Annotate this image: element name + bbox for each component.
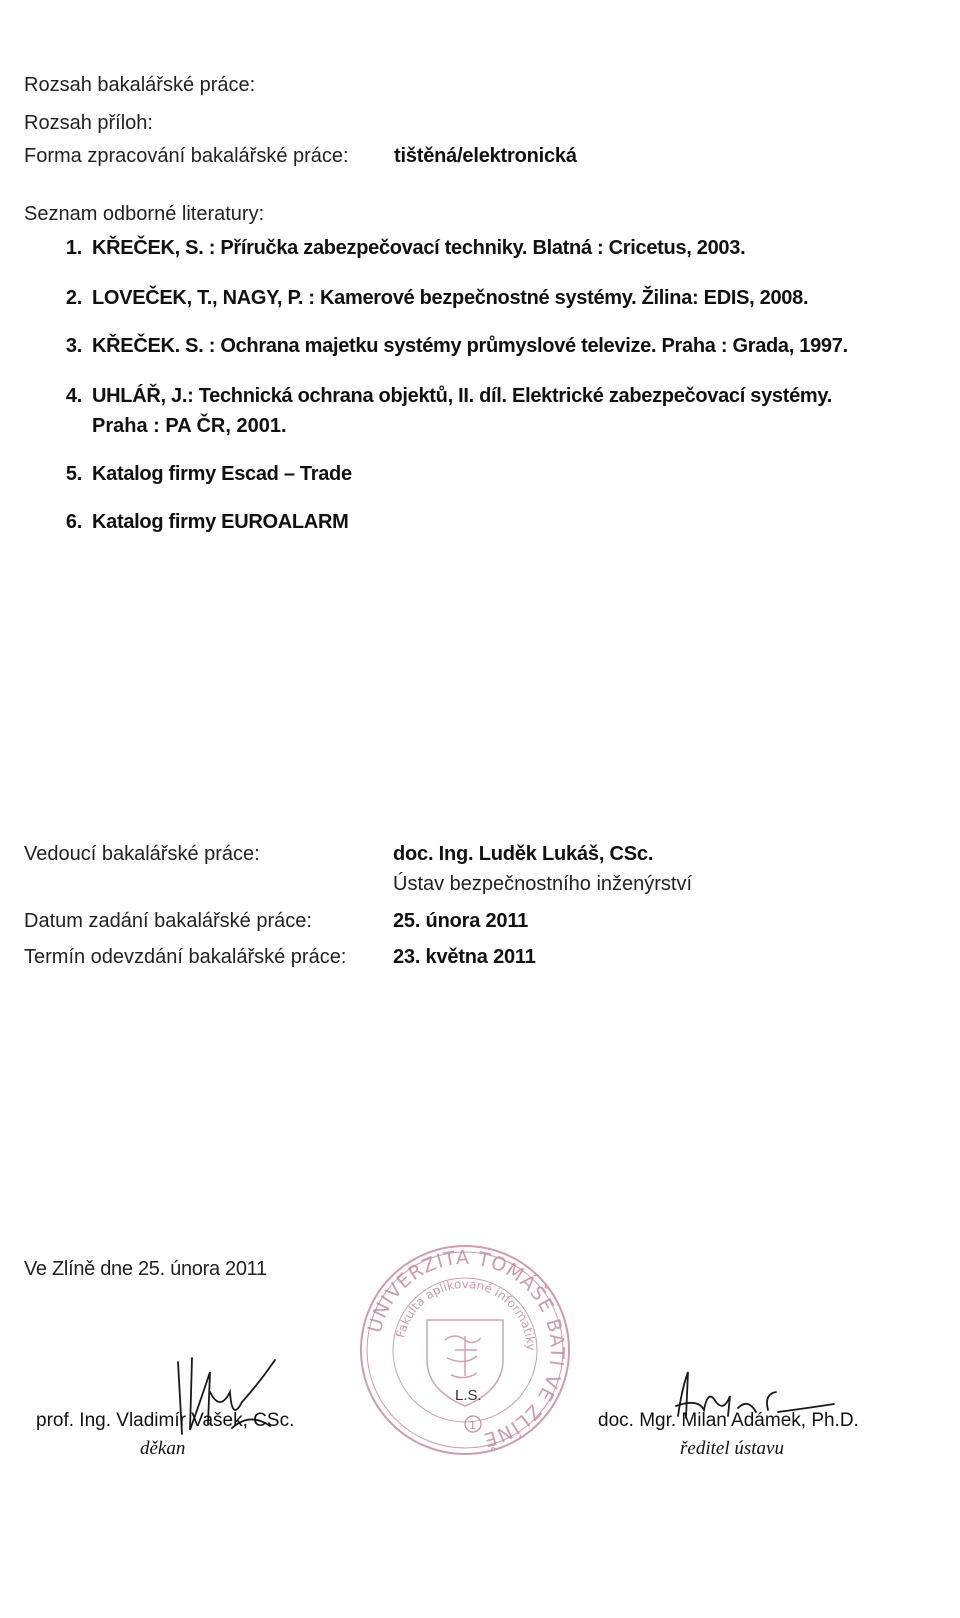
literature-item-continuation: Praha : PA ČR, 2001. [92,415,287,437]
vedouci-label: Vedoucí bakalářské práce: [24,843,260,865]
rozsah-prace-label: Rozsah bakalářské práce: [24,74,256,96]
place-date: Ve Zlíně dne 25. února 2011 [24,1258,267,1280]
stamp-number: 1 [469,1419,476,1432]
forma-value: tištěná/elektronická [394,145,577,167]
literature-item: 2. LOVEČEK, T., NAGY, P. : Kamerové bezpečnostné systémy. Žilina: EDIS, 2008. [65,287,809,309]
forma-label: Forma zpracování bakalářské práce: [24,145,349,167]
rozsah-priloh-label: Rozsah příloh: [24,112,153,134]
datum-value: 25. února 2011 [393,910,529,932]
dean-name: prof. Ing. Vladimír Vašek, CSc. [36,1410,295,1431]
stamp-ls-label: L.S. [455,1387,482,1404]
stamp-inner-text: Fakulta aplikované informatiky [393,1276,539,1351]
stamp-outer-text: UNIVERZITA TOMÁŠE BATI VE ZLÍNĚ [363,1246,569,1451]
dean-role: děkan [140,1438,186,1459]
director-name: doc. Mgr. Milan Adámek, Ph.D. [598,1410,859,1431]
termin-value: 23. května 2011 [393,946,536,968]
vedouci-name: doc. Ing. Luděk Lukáš, CSc. [393,843,654,865]
literature-item: 5. Katalog firmy Escad – Trade [65,463,352,485]
literature-heading: Seznam odborné literatury: [24,203,265,225]
datum-label: Datum zadání bakalářské práce: [24,910,312,932]
literature-item: 3. KŘEČEK. S. : Ochrana majetku systémy průmyslové televize. Praha : Grada, 1997. [65,335,848,357]
literature-item: 1. KŘEČEK, S. : Příručka zabezpečovací techniky. Blatná : Cricetus, 2003. [65,237,746,259]
director-role: ředitel ústavu [680,1438,784,1459]
termin-label: Termín odevzdání bakalářské práce: [24,946,347,968]
official-stamp [355,1240,575,1460]
vedouci-institute: Ústav bezpečnostního inženýrství [393,873,693,895]
literature-item: 6. Katalog firmy EUROALARM [65,511,349,533]
literature-item: 4. UHLÁŘ, J.: Technická ochrana objektů, II. díl. Elektrické zabezpečovací systémy. [65,385,832,407]
